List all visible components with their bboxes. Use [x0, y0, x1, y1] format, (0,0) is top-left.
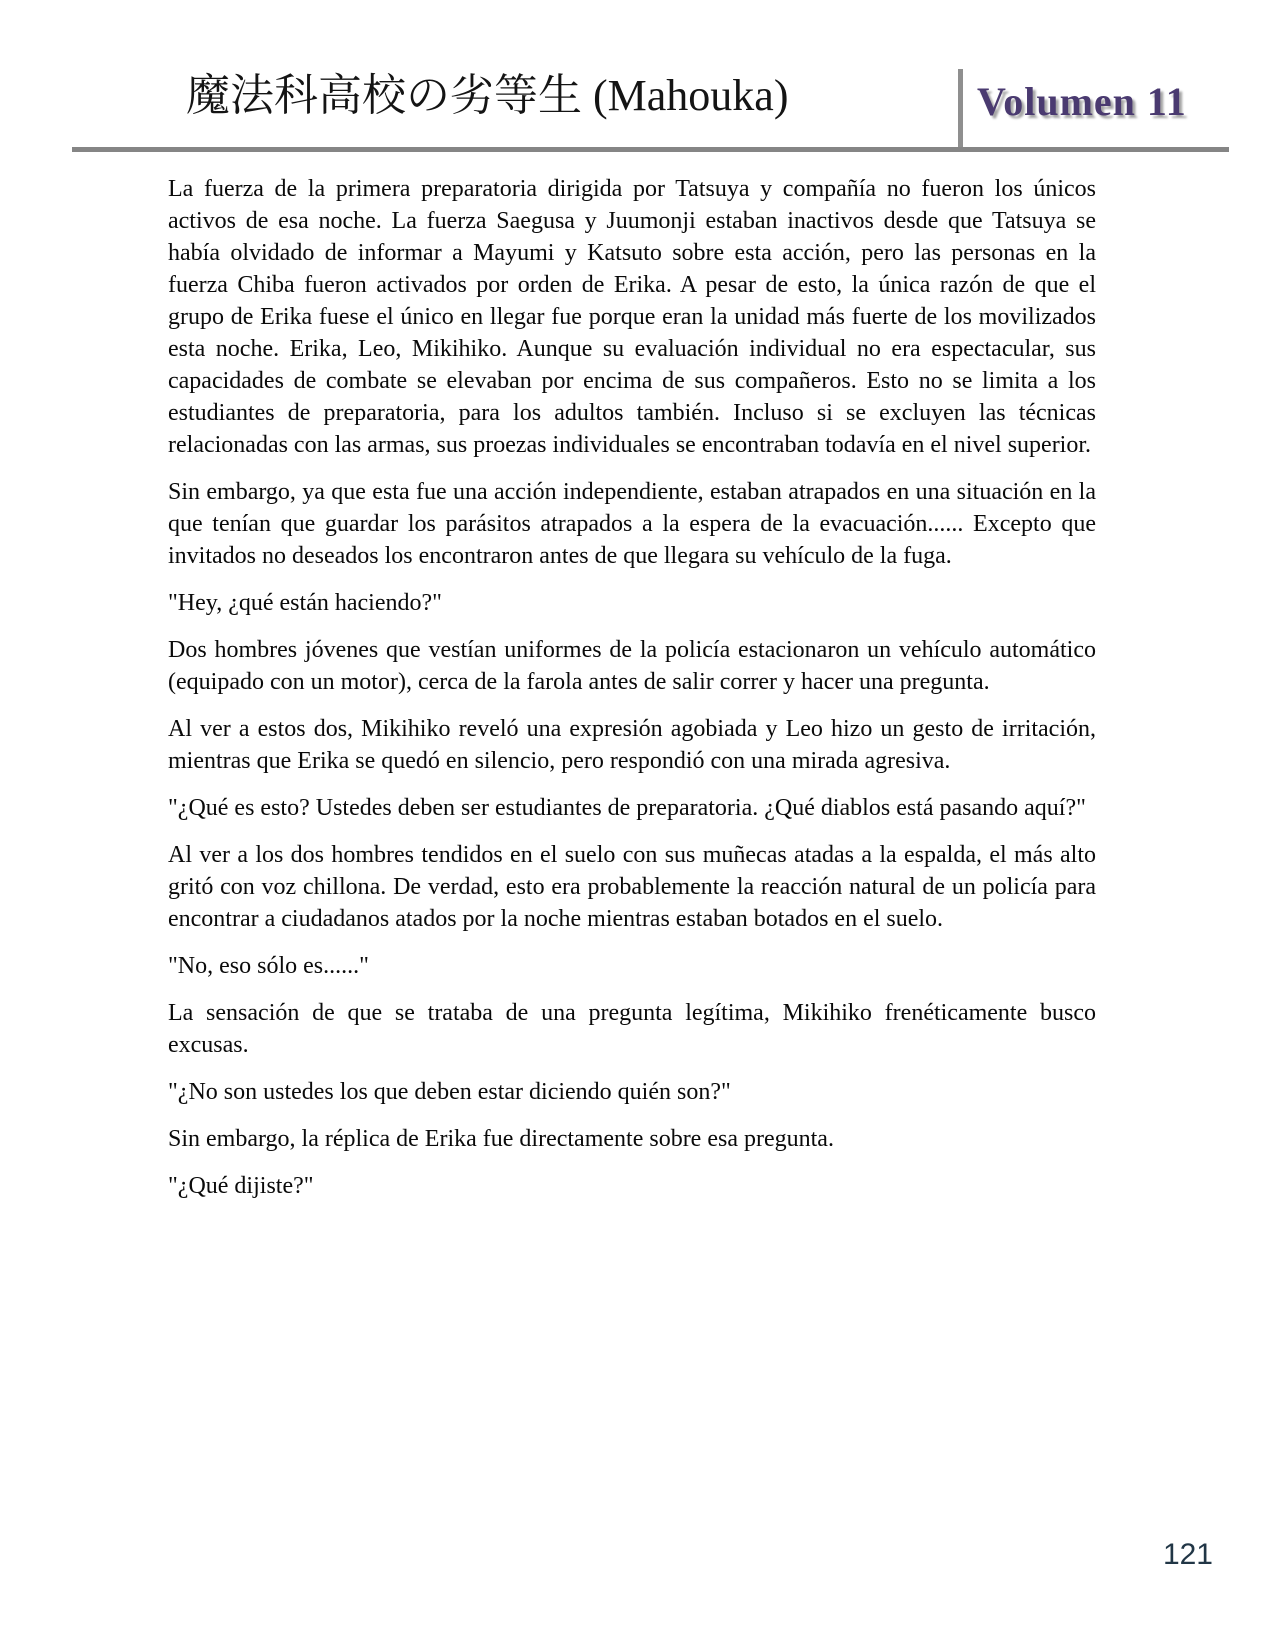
paragraph: Dos hombres jóvenes que vestían uniformes de la policía estacionaron un vehículo automático (equipado con un motor), cerca de la farola antes de salir correr y hacer una pregunta.	[168, 637, 1096, 695]
page-number: 121	[1162, 1538, 1213, 1571]
paragraph: "¿No son ustedes los que deben estar diciendo quién son?"	[168, 1079, 731, 1105]
paragraph: Al ver a estos dos, Mikihiko reveló una expresión agobiada y Leo hizo un gesto de irritación, mientras que Erika se quedó en silencio, pero respondió con una mirada agresiva.	[168, 716, 1096, 774]
header-vertical-divider	[958, 69, 963, 148]
paragraph: "No, eso sólo es......"	[168, 953, 369, 979]
paragraph: "¿Qué dijiste?"	[168, 1173, 314, 1199]
document-body	[168, 173, 1096, 1217]
header-horizontal-rule	[72, 147, 1229, 152]
paragraph: "Hey, ¿qué están haciendo?"	[168, 590, 442, 616]
page-title: 魔法科高校の劣等生 (Mahouka)	[186, 71, 789, 120]
paragraph: Al ver a los dos hombres tendidos en el suelo con sus muñecas atadas a la espalda, el más alto gritó con voz chillona. De verdad, esto era probablemente la reacción natural de un policía para encontrar a ciudadanos atados por la noche mientras estaban botados en el suelo.	[168, 842, 1096, 932]
paragraph: La sensación de que se trataba de una pregunta legítima, Mikihiko frenéticamente busco excusas.	[168, 1000, 1096, 1058]
paragraph: La fuerza de la primera preparatoria dirigida por Tatsuya y compañía no fueron los únicos activos de esa noche. La fuerza Saegusa y Juumonji estaban inactivos desde que Tatsuya se había olvidado de informar a Mayumi y Katsuto sobre esta acción, pero las personas en la fuerza Chiba fueron activados por orden de Erika. A pesar de esto, la única razón de que el grupo de Erika fuese el único en llegar fue porque eran la unidad más fuerte de los movilizados esta noche. Erika, Leo, Mikihiko. Aunque su evaluación individual no era espectacular, sus capacidades de combate se elevaban por encima de sus compañeros. Esto no se limita a los estudiantes de preparatoria, para los adultos también. Incluso si se excluyen las técnicas relacionadas con las armas, sus proezas individuales se encontraban todavía en el nivel superior.	[168, 176, 1096, 458]
volume-label: Volumen 11	[977, 79, 1187, 124]
paragraph: "¿Qué es esto? Ustedes deben ser estudiantes de preparatoria. ¿Qué diablos está pasando aquí?"	[168, 795, 1086, 821]
paragraph: Sin embargo, ya que esta fue una acción independiente, estaban atrapados en una situación en la que tenían que guardar los parásitos atrapados a la espera de la evacuación...... Excepto que invitados no deseados los encontraron antes de que llegara su vehículo de la fuga.	[168, 479, 1096, 569]
paragraph: Sin embargo, la réplica de Erika fue directamente sobre esa pregunta.	[168, 1126, 834, 1152]
